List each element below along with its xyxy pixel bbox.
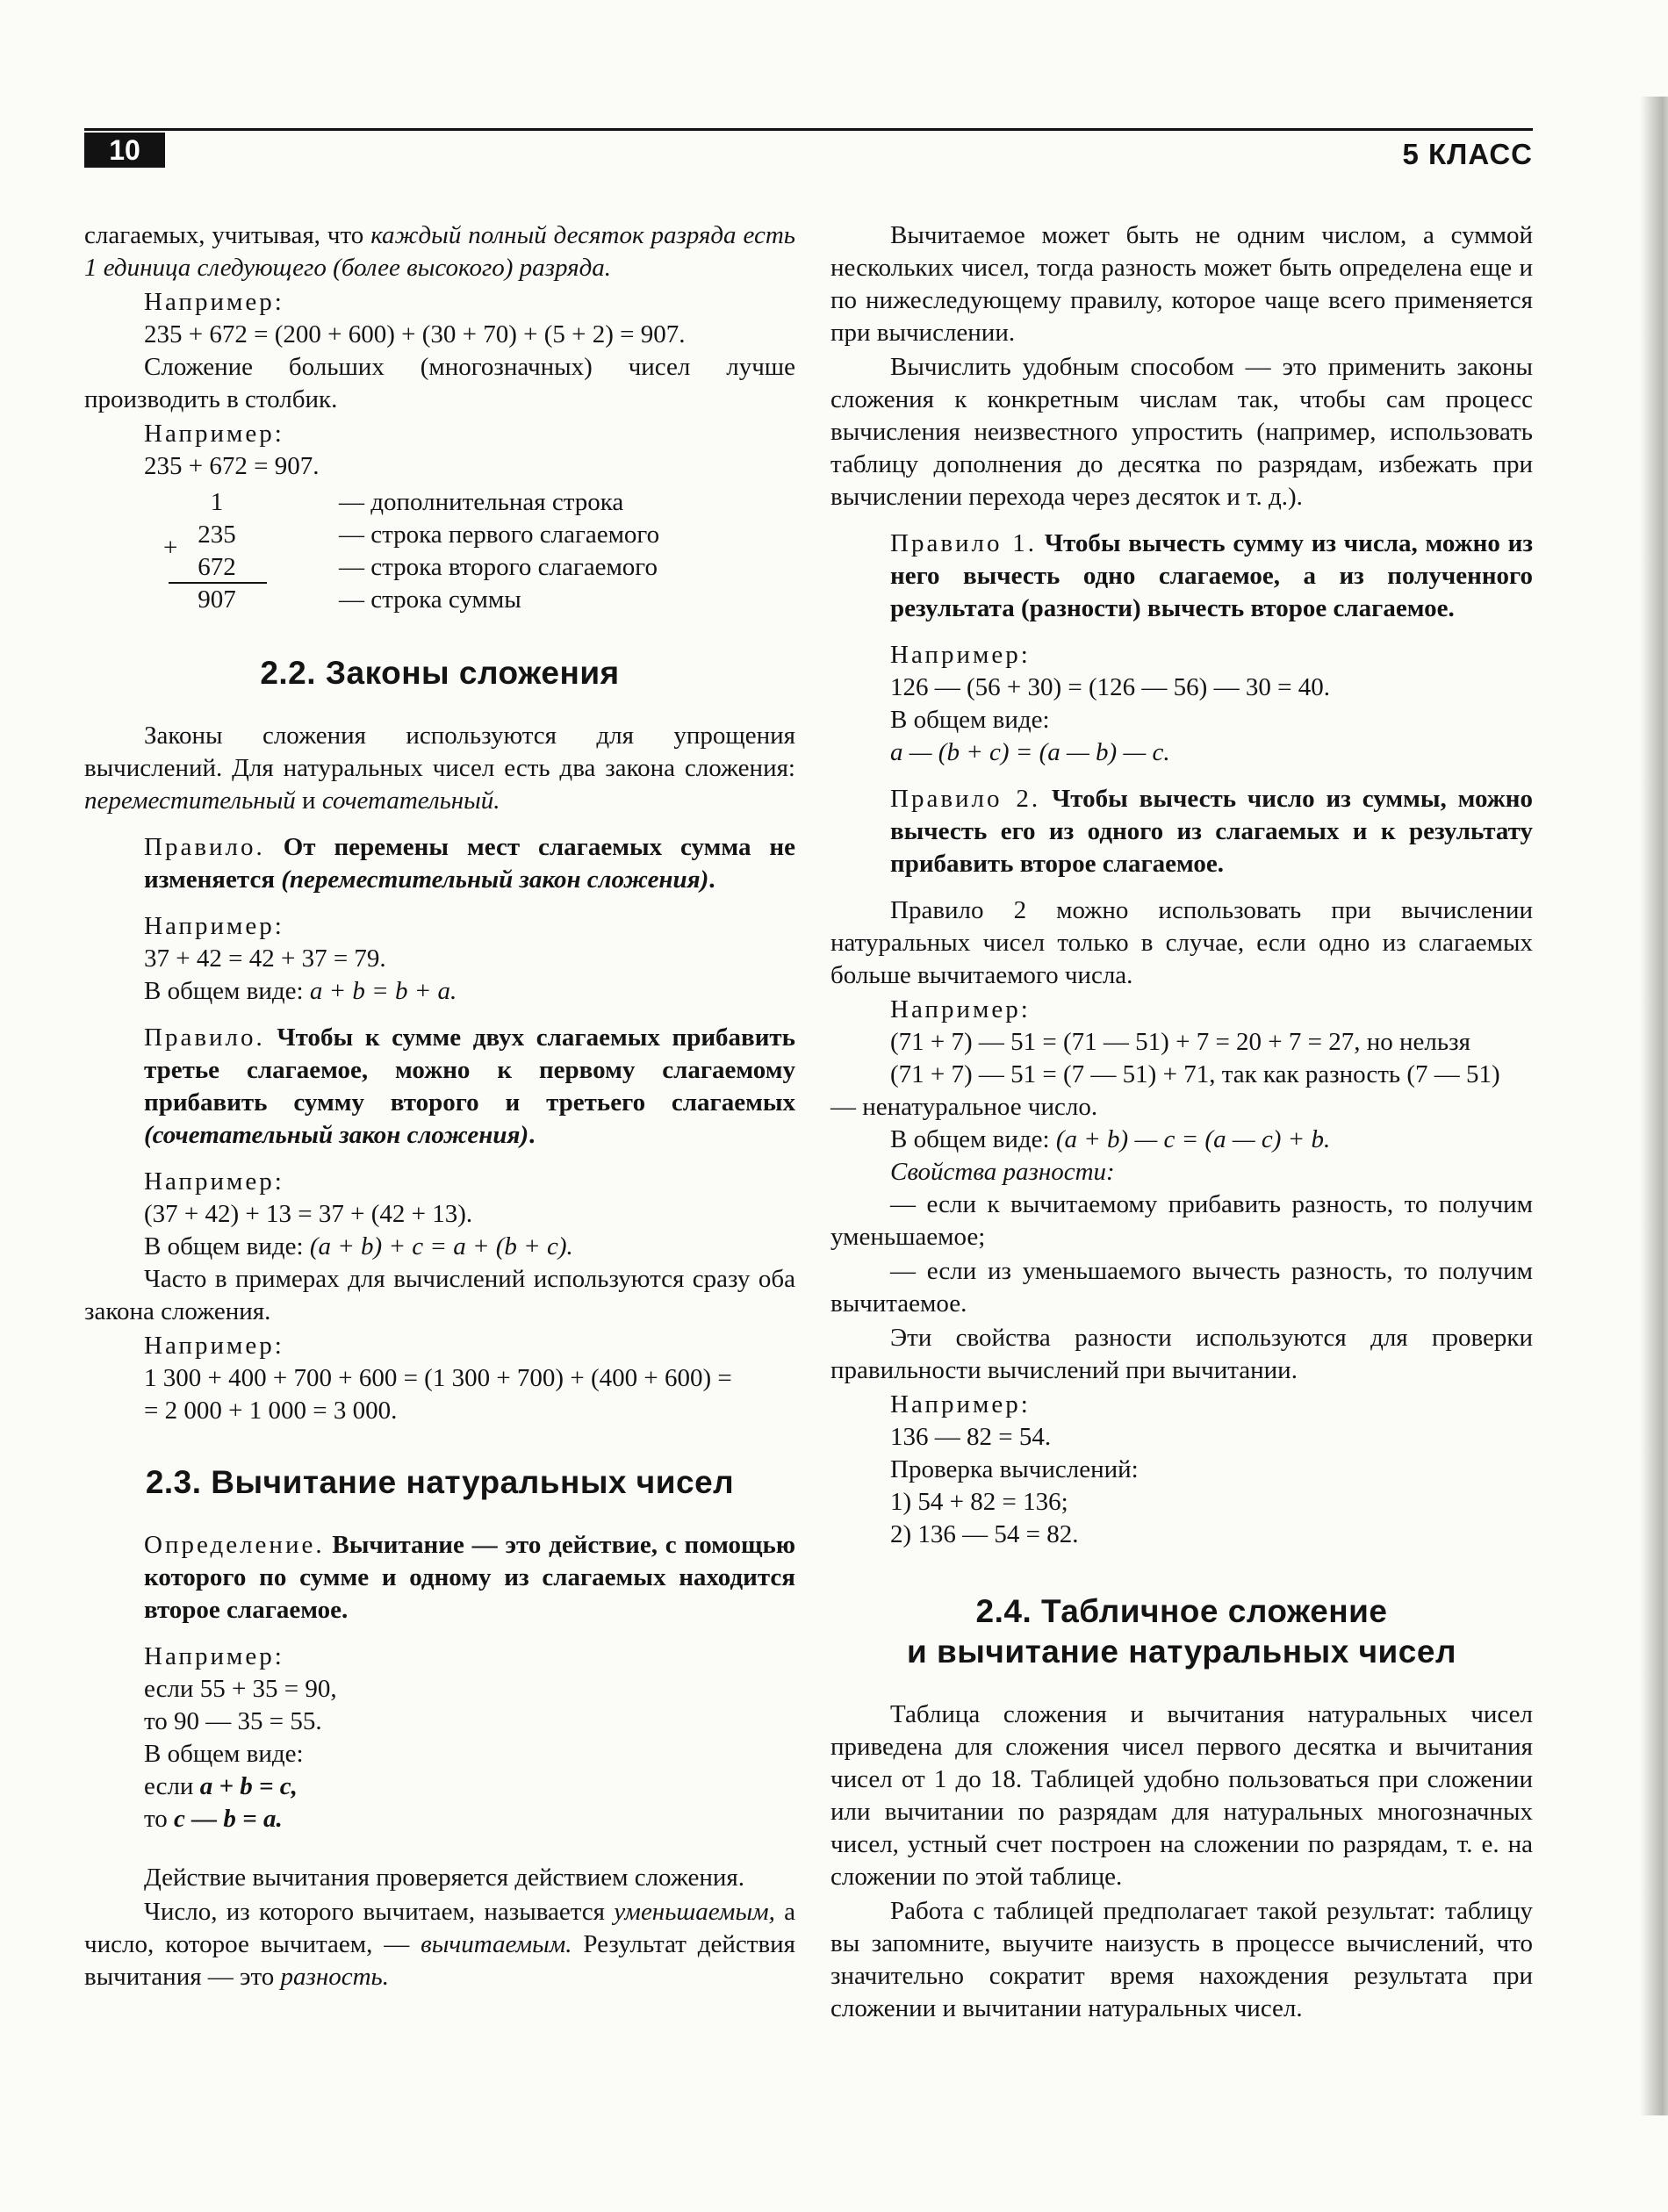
example-line: В общем виде: (a + b) — c = (a — c) + b. — [890, 1125, 1331, 1153]
row-description: — строка второго слагаемого — [339, 553, 658, 581]
example-line: В общем виде: — [890, 706, 1050, 734]
column-addition — [84, 486, 795, 618]
grade-label: 5 КЛАСС — [1402, 138, 1533, 170]
property-item: — если к вычитаемому прибавить разность, то получим уменьшаемое; — [830, 1190, 1533, 1251]
example-label: Например: — [144, 1167, 284, 1196]
example-line: a — (b + c) = (a — b) — c. — [890, 738, 1170, 766]
example-label: Например: — [144, 1642, 284, 1670]
section-heading: 2.4. Табличное сложение и вычитание натуральных чисел — [907, 1593, 1456, 1670]
example-line: 1) 54 + 82 = 136; — [890, 1488, 1068, 1516]
example-line: — ненатуральное число. — [830, 1093, 1098, 1121]
example-line: В общем виде: a + b = b + a. — [144, 977, 457, 1005]
example-line: (71 + 7) — 51 = (7 — 51) + 71, так как разность (7 — 51) — [890, 1060, 1500, 1088]
left-column — [84, 219, 795, 1995]
example-line: (37 + 42) + 13 = 37 + (42 + 13). — [144, 1200, 473, 1228]
paragraph: Работа с таблицей предполагает такой результат: таблицу вы запомните, выучите наизусть в процессе вычислений, что значительно сократит время нахождения результата при сложении и вычитании натуральных чисел. — [830, 1897, 1533, 2022]
example-line: если a + b = c, — [144, 1772, 298, 1800]
section-heading: 2.3. Вычитание натуральных чисел — [145, 1464, 735, 1500]
section-heading: 2.2. Законы сложения — [260, 655, 620, 691]
page-number: 10 — [84, 133, 165, 168]
example-line: то c — b = a. — [144, 1805, 283, 1833]
example-line: 2) 136 — 54 = 82. — [890, 1520, 1079, 1548]
example-label: Например: — [144, 420, 284, 448]
example-line: если 55 + 35 = 90, — [144, 1675, 337, 1703]
paragraph: Эти свойства разности используются для проверки правильности вычислений при вычитании. — [830, 1324, 1533, 1384]
example-line: Проверка вычислений: — [890, 1455, 1139, 1483]
paragraph: Правило 2 можно использовать при вычислении натуральных чисел только в случае, если одно из слагаемых больше вычитаемого числа. — [830, 896, 1533, 989]
example-label: Например: — [144, 1332, 284, 1360]
example-label: Например: — [144, 288, 284, 316]
example-line: 37 + 42 = 42 + 37 = 79. — [144, 944, 386, 973]
example-line: В общем виде: — [144, 1740, 304, 1768]
rule-block: Правило. От перемены мест слагаемых сумма не изменяется (переместительный закон сложения). — [144, 833, 795, 894]
example-line: то 90 — 35 = 55. — [144, 1707, 322, 1735]
properties-title: Свойства разности: — [890, 1158, 1115, 1186]
paragraph: Таблица сложения и вычитания натуральных чисел приведена для сложения чисел первого десятка и вычитания чисел от 1 до 18. Таблицей удобно пользоваться при сложении или вычитании по разрядам для натуральных многозначных чисел, устный счет построен на сложении по разрядам, т. е. на сложении по этой таблице. — [830, 1700, 1533, 1891]
plus-sign: + — [163, 534, 178, 562]
example-line: 235 + 672 = 907. — [144, 452, 320, 480]
right-column — [830, 219, 1533, 2027]
property-item: — если из уменьшаемого вычесть разность, то получим вычитаемое. — [830, 1257, 1533, 1318]
paragraph: Законы сложения используются для упрощения вычислений. Для натуральных чисел есть два закона сложения: переместительный и сочетательный. — [84, 722, 795, 815]
paragraph: Вычислить удобным способом — это применить законы сложения к конкретным числам так, чтобы сам процесс вычисления неизвестного упростить (например, использовать таблицу дополнения до десятка по разрядам, избежать при вычислении перехода через десяток и т. д.). — [830, 353, 1533, 511]
row-description: — строка суммы — [339, 585, 521, 614]
paragraph: Число, из которого вычитаем, называется уменьшаемым, а число, которое вычитаем, — вычитаемым. Результат действия вычитания — это разность. — [84, 1898, 796, 1991]
example-line: В общем виде: (a + b) + c = a + (b + c). — [144, 1232, 573, 1260]
paragraph: слагаемых, учитывая, что каждый полный десяток разряда есть 1 единица следующего (более высокого) разряда. — [84, 221, 795, 282]
definition-block: Определение. Вычитание — это действие, с помощью которого по сумме и одному из слагаемых находится второе слагаемое. — [144, 1531, 795, 1624]
rule-block: Правило 2. Чтобы вычесть число из суммы, можно вычесть его из одного из слагаемых и к результату прибавить второе слагаемое. — [890, 785, 1534, 878]
row-description: — строка первого слагаемого — [339, 521, 660, 549]
sum-value: 907 — [198, 585, 236, 614]
example-line: (71 + 7) — 51 = (71 — 51) + 7 = 20 + 7 = 27, но нельзя — [890, 1028, 1470, 1056]
example-label: Например: — [890, 1390, 1031, 1418]
paragraph: Часто в примерах для вычислений используются сразу оба закона сложения. — [84, 1265, 795, 1325]
paragraph: Сложение больших (многозначных) чисел лучше производить в столбик. — [84, 353, 795, 413]
carry-digit: 1 — [210, 488, 224, 516]
rule-block: Правило. Чтобы к сумме двух слагаемых прибавить третье слагаемое, можно к первому слагаемому прибавить сумму второго и третьего слагаемых (сочетательный закон сложения). — [144, 1023, 795, 1149]
example-line: 1 300 + 400 + 700 + 600 = (1 300 + 700) + (400 + 600) = — [144, 1364, 732, 1392]
rule-block: Правило 1. Чтобы вычесть сумму из числа, можно из него вычесть одно слагаемое, а из полученного результата (разности) вычесть второе слагаемое. — [890, 529, 1533, 622]
example-label: Например: — [890, 641, 1031, 669]
page-header — [84, 128, 1533, 170]
example-line: 126 — (56 + 30) = (126 — 56) — 30 = 40. — [890, 673, 1330, 701]
row-description: — дополнительная строка — [339, 488, 624, 516]
example-label: Например: — [890, 995, 1031, 1023]
addend-second: 672 — [198, 553, 236, 581]
book-spine-shadow — [1640, 97, 1668, 2115]
paragraph: Вычитаемое может быть не одним числом, а суммой нескольких чисел, тогда разность может быть определена еще и по нижеследующему правилу, которое чаще всего применяется при вычислении. — [830, 221, 1533, 347]
addend-first: 235 — [198, 521, 236, 549]
example-line: = 2 000 + 1 000 = 3 000. — [144, 1397, 398, 1425]
paragraph: Действие вычитания проверяется действием сложения. — [144, 1864, 744, 1892]
example-line: 235 + 672 = (200 + 600) + (30 + 70) + (5 + 2) = 907. — [144, 320, 686, 348]
example-line: 136 — 82 = 54. — [890, 1423, 1052, 1451]
example-label: Например: — [144, 912, 284, 940]
